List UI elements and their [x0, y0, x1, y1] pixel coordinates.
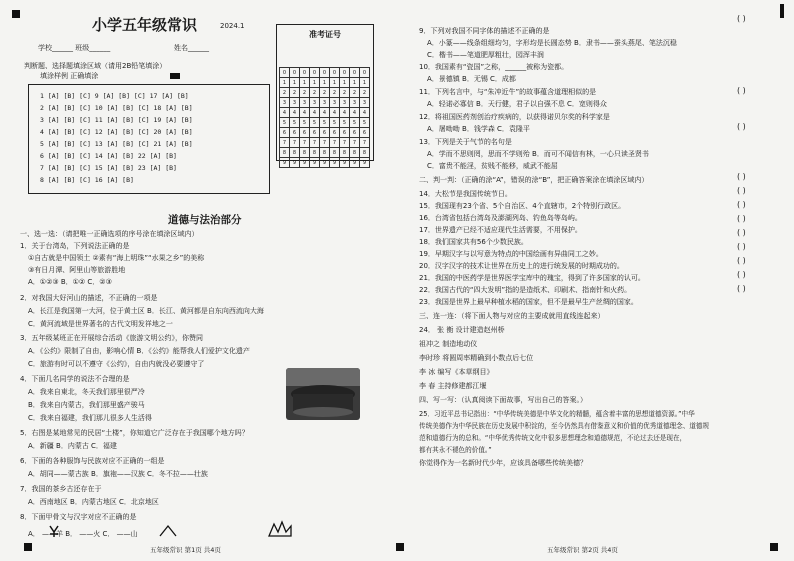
question-line: 5．右图是某地常见的民居“土楼”，你知道它广泛存在于我国哪个地方吗？	[20, 429, 249, 437]
answer-paren: ( )	[737, 214, 746, 223]
answer-paren: ( )	[737, 242, 746, 251]
answer-paren: ( )	[737, 186, 746, 195]
question-line: A．长江是我国第一大河，位于黄土区 B．长江、黄河都是自东向西流向大海	[28, 307, 264, 315]
essay-question: 你觉得作为一名新时代少年，应该具备哪些传统美德？	[419, 459, 587, 467]
answer-paren: ( )	[737, 122, 746, 131]
judge-line: 16．台湾省包括台湾岛及澎湖列岛、钓鱼岛等岛屿。	[419, 214, 582, 222]
question-line: A．屠呦呦 B．钱学森 C．袁隆平	[427, 125, 530, 133]
question-line: 6．下面的各种服饰与民族对应不正确的一组是	[20, 457, 165, 465]
question-line: A．景德镇 B．无锡 C．成都	[427, 75, 516, 83]
question-line: 1．关于台湾岛，下列说法正确的是	[20, 242, 130, 250]
question-line: 4．下面几名同学的说法不合理的是	[20, 375, 130, 383]
exam-date: 2024.1	[220, 22, 245, 30]
question-line: A．胡同——蒙古族 B．旗袍——汉族 C．冬不拉——壮族	[28, 470, 208, 478]
exam-number-grid: 0 0 0 0 0 0 0 0 0 1 1 1 1 1 1 1 1 1 2 2 2 2 2 2 2 2 2 3 3 3 3 3 3 3 3 3 4 4 4 4 4 4 4 4 4 5 5 5 5 5 5 5 5 5 6 6 6 6 6 6 6 6 6 7 7 7 7 7 7 7 7 7 8 8 8 8 8 8 8 8 8 9 9 9 9 9 9 9 9 9	[279, 67, 370, 168]
tulou-photo	[286, 368, 360, 420]
judge-line: 19．早期汉字与以写意为特点的中国绘画有异曲同工之妙。	[419, 250, 603, 258]
question-line: 3．五年级某班正在开展综合活动《旅游文明公约》，你赞同	[20, 334, 203, 342]
answer-row[interactable]: 1 [A] [B] [C] 9 [A] [B] [C] 17 [A] [B]	[40, 92, 189, 100]
answer-row[interactable]: 3 [A] [B] [C] 11 [A] [B] [C] 19 [A] [B]	[40, 116, 193, 124]
part1-heading: 一、选一选：（请把唯一正确选项的序号涂在填涂区域内）	[20, 230, 199, 238]
judge-line: 15．我国现有23个省、5个自治区、4个直辖市，2个特别行政区。	[419, 202, 626, 210]
oracle-mountain-icon	[268, 520, 292, 538]
answer-row[interactable]: 5 [A] [B] [C] 13 [A] [B] [C] 21 [A] [B]	[40, 140, 193, 148]
judge-line: 22．我国古代的“四大发明”指的是造纸术、印刷术、指南针和火药。	[419, 286, 632, 294]
name-line: 姓名______	[174, 44, 209, 52]
exam-number-box	[276, 24, 374, 166]
match-line: 24． 张 衡 设计建造赵州桥	[419, 326, 505, 334]
answer-paren: ( )	[737, 256, 746, 265]
question-line: C．旅游有时可以不遵守《公约》，自由内就没必要遵守了	[28, 360, 205, 368]
part2-heading: 二、判一判：（正确的涂“A”，错误的涂“B”，把正确答案涂在填涂区域内）	[419, 176, 649, 184]
answer-paren: ( )	[737, 200, 746, 209]
question-line: A．新疆 B．内蒙古 C．福建	[28, 442, 117, 450]
sample-filled-mark	[170, 73, 180, 79]
registration-mark	[396, 543, 404, 551]
judge-line: 17．世界遗产已经不适应现代生活需要，不用保护。	[419, 226, 582, 234]
answer-paren: ( )	[737, 228, 746, 237]
page-footer: 五年级常识 第2页 共4页	[547, 546, 618, 554]
essay-line: 25．习近平总书记指出：“中华传统美德是中华文化的精髓，蕴含着丰富的思想道德资源。”中华	[419, 410, 695, 418]
answer-paren: ( )	[737, 86, 746, 95]
oracle-fire-icon	[158, 524, 178, 538]
question-line: B．我来自内蒙古，我们那里盛产骏马	[28, 401, 145, 409]
registration-mark	[770, 543, 778, 551]
question-line: ③有日月潭、阿里山等旅游胜地	[28, 266, 126, 274]
answer-paren: ( )	[737, 14, 746, 23]
match-line: 李 春 主持修建都江堰	[419, 382, 487, 390]
question-line: 12．将祖国医药剂创治疗疾病的，以获得诺贝尔奖的科学家是	[419, 113, 610, 121]
question-line: A．学而不思则罔，思而不学则殆 B．而可不闻信有林，一心只读圣贤书	[427, 150, 649, 158]
essay-line: 范和道德行为的总和。“中华优秀传统文化中很多思想理念和道德规范，不论过去还是现在，	[419, 434, 687, 442]
match-line: 李 冰 编写《本草纲目》	[419, 368, 494, 376]
fill-area-note: 判断题、选择题填涂区域（请用2B铅笔填涂）	[24, 62, 167, 70]
question-line: C．黄河流域是世界著名的古代文明发祥地之一	[28, 320, 173, 328]
page-footer: 五年级常识 第1页 共4页	[150, 546, 221, 554]
question-line: A．西南地区 B．内蒙古地区 C．北京地区	[28, 498, 159, 506]
question-line: 7．我国的茶乡古还存在于	[20, 485, 102, 493]
exam-number-title: 准考证号	[309, 30, 341, 39]
question-line: C．我来自福建，我们那儿很多人生活得	[28, 414, 152, 422]
question-line: A．①②③ B．①② C．②③	[28, 278, 112, 286]
registration-mark	[24, 543, 32, 551]
answer-row[interactable]: 7 [A] [B] [C] 15 [A] [B] 23 [A] [B]	[40, 164, 177, 172]
question-line: 13．下列是关于气节的名句是	[419, 138, 512, 146]
judge-line: 23．我国是世界上最早种植水稻的国家，但不是最早生产丝绸的国家。	[419, 298, 638, 306]
judge-line: 20．汉字汉字的技术让世界在历史上的进行统发展的时期成功的。	[419, 262, 624, 270]
oracle-sheep-icon	[48, 524, 68, 538]
question-line: ①自古就是中国领土 ②素有“海上明珠”“水果之乡”的美称	[28, 254, 205, 262]
question-line: A． ——羊 B． ——火 C． ——山	[28, 530, 138, 538]
question-line: 8．下面甲骨文与汉字对应不正确的是	[20, 513, 137, 521]
exam-title: 小学五年级常识	[92, 16, 198, 34]
question-line: 11．下列名言中，与“朱冲近牛”的故事蕴含道理相似的是	[419, 88, 597, 96]
match-line: 祖冲之 制造地动仪	[419, 340, 478, 348]
question-line: 9．下列对我国不同字体的描述不正确的是	[419, 27, 550, 35]
registration-mark	[12, 10, 20, 18]
question-line: 10．我国素有“瓷国”之称，______被称为瓷都。	[419, 63, 569, 71]
question-line: 2．对我国大好河山的描述，不正确的一项是	[20, 294, 158, 302]
part3-heading: 三、连一连：（将下面人物与对应的主要成就用直线连起来）	[419, 312, 605, 320]
question-line: A．我来自東北，冬天我们那里很严冷	[28, 388, 145, 396]
registration-mark	[780, 4, 784, 18]
essay-line: 传统美德作为中华民族在历史发展中积淀的，至今仍然具有借鉴意义和价值的优秀道德理念、道德规	[419, 422, 710, 430]
answer-paren: ( )	[737, 270, 746, 279]
question-line: C．楷书——笔道肥厚粗壮，园浑丰润	[427, 51, 544, 59]
section-title: 道德与法治部分	[168, 214, 242, 226]
match-line: 李时珍 将圆周率精确到小数点后七位	[419, 354, 534, 362]
judge-line: 14．大松节是我国传统节日。	[419, 190, 512, 198]
question-line: A．轻诺必寡信 B．天行健，君子以自强不息 C．宽则得众	[427, 100, 607, 108]
judge-line: 18．我们国家共有56个少数民族。	[419, 238, 528, 246]
answer-row[interactable]: 6 [A] [B] [C] 14 [A] [B] 22 [A] [B]	[40, 152, 177, 160]
question-line: A．小篆——线条组细均匀，字形均是长圆态势 B．隶书——蚕头燕尾、笔法沉稳	[427, 39, 677, 47]
answer-paren: ( )	[737, 284, 746, 293]
essay-line: 都有其永不褪色的价值。”	[419, 446, 492, 454]
answer-row[interactable]: 8 [A] [B] [C] 16 [A] [B]	[40, 176, 134, 184]
question-line: C．富贵不能淫，贫贱不能移，威武不能屈	[427, 162, 558, 170]
answer-paren: ( )	[737, 172, 746, 181]
question-line: A．《公约》限制了自由，影响心情 B．《公约》能帮我人们爱护文化遗产	[28, 347, 250, 355]
answer-row[interactable]: 4 [A] [B] [C] 12 [A] [B] [C] 20 [A] [B]	[40, 128, 193, 136]
sample-label: 填涂样例 正确填涂	[40, 72, 99, 80]
answer-row[interactable]: 2 [A] [B] [C] 10 [A] [B] [C] 18 [A] [B]	[40, 104, 193, 112]
school-class-line: 学校______ 班级______	[38, 44, 111, 52]
part4-heading: 四、写一写：（认真阅读下面故事，写出自己的答案。）	[419, 396, 587, 404]
judge-line: 21．我国的中医药学是世界医学宝库中的瑰宝，得到了许多国家的认可。	[419, 274, 645, 282]
right-page	[397, 0, 794, 561]
